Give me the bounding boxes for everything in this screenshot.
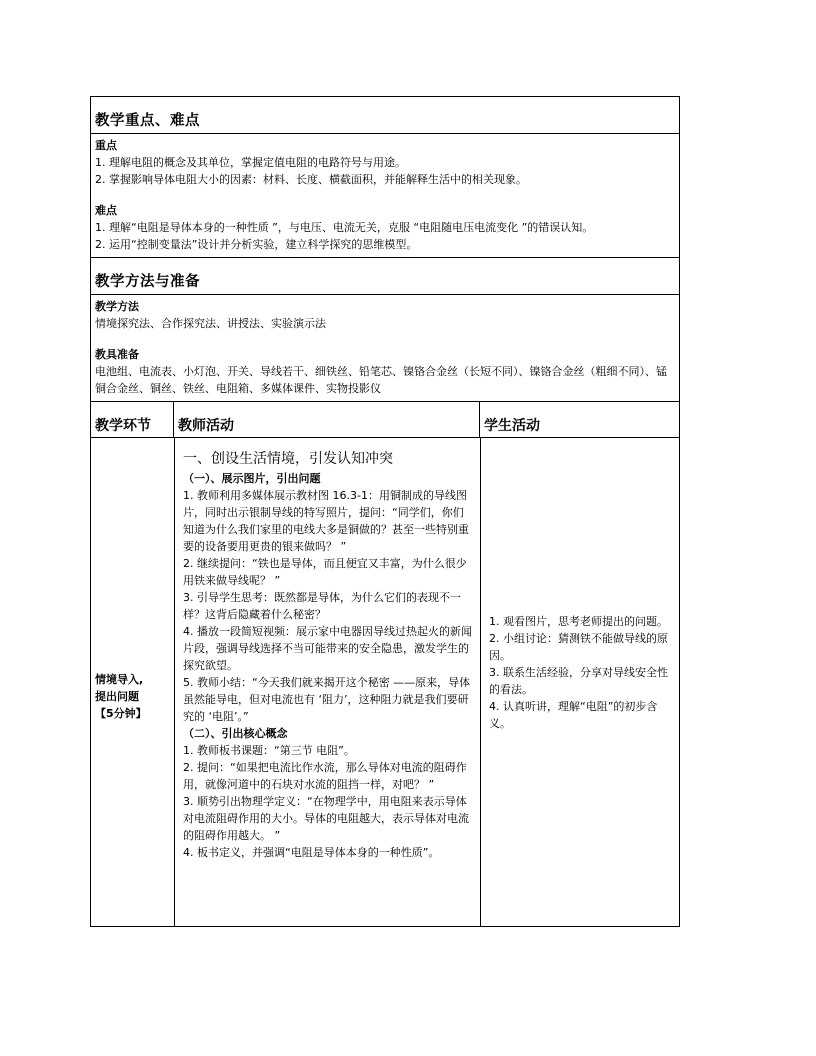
key-points-label: 重点	[95, 139, 117, 152]
lesson-plan-table	[90, 96, 680, 927]
stage-line: 提出问题	[95, 689, 139, 703]
student-step: 3. 联系生活经验，分享对导线安全性的看法。	[489, 666, 668, 696]
teacher-step: 3. 顺势引出物理学定义：“在物理学中，用电阻来表示导体对电流阻碍作用的大小。导体的电阻越大，表示导体对电流的阻碍作用越大。 ”	[183, 795, 469, 842]
student-step: 1. 观看图片，思考老师提出的问题。	[489, 615, 668, 628]
focus-section-title: 教学重点、难点	[91, 97, 679, 134]
methods-section-title: 教学方法与准备	[91, 258, 679, 295]
stage-cell	[91, 438, 175, 926]
teacher-step: 5. 教师小结：“今天我们就来揭开这个秘密 ——原来，导体虽然能导电，但对电流也有 ‘阻力’，这种阻力就是我们要研究的 ‘电阻’。”	[183, 676, 471, 723]
teacher-step: 1. 教师利用多媒体展示教材图 16.3-1：用铜制成的导线图片，同时出示银制导线的特写照片，提问：“同学们，你们知道为什么我们家里的电线大多是铜做的？甚至一些特别重要的设备要用更贵的银来做吗？ ”	[183, 489, 469, 553]
methods-section-body	[91, 295, 679, 402]
stage-line: 情境导入,	[95, 672, 144, 686]
student-step: 4. 认真听讲，理解“电阻”的初步含义。	[489, 700, 658, 730]
teacher-activity-heading: 一、创设生活情境，引发认知冲突	[183, 451, 393, 467]
teacher-step: 2. 继续提问：“铁也是导体，而且便宜又丰富，为什么很少用铁来做导线呢？ ”	[183, 557, 467, 587]
activity-table-header	[91, 402, 679, 438]
teaching-tools-text: 电池组、电流表、小灯泡、开关、导线若干、细铁丝、铅笔芯、镍铬合金丝（长短不同）、镍铬合金丝（粗细不同）、锰铜合金丝、铜丝、铁丝、电阻箱、多媒体课件、实物投影仪	[95, 365, 667, 395]
teacher-step: 4. 播放一段简短视频：展示家中电器因导线过热起火的新闻片段，强调导线选择不当可能带来的安全隐患，激发学生的探究欲望。	[183, 625, 472, 672]
teaching-method-label: 教学方法	[95, 300, 139, 313]
stage-duration: 【5分钟】	[95, 706, 147, 720]
key-point-item: 2. 掌握影响导体电阻大小的因素：材料、长度、横截面积，并能解释生活中的相关现象。	[95, 173, 527, 186]
teacher-part2-title: （二）、引出核心概念	[183, 727, 288, 740]
difficult-point-item: 2. 运用“控制变量法”设计并分析实验，建立科学探究的思维模型。	[95, 238, 418, 251]
teacher-activity-cell	[175, 438, 481, 926]
key-point-item: 1. 理解电阻的概念及其单位，掌握定值电阻的电路符号与用途。	[95, 156, 406, 169]
header-stage: 教学环节	[91, 402, 174, 437]
teacher-step: 1. 教师板书课题：“第三节 电阻”。	[183, 744, 355, 757]
difficult-points-label: 难点	[95, 204, 117, 217]
teacher-step: 4. 板书定义，并强调“电阻是导体本身的一种性质”。	[183, 846, 440, 859]
teaching-tools-label: 教具准备	[95, 348, 139, 361]
teaching-method-text: 情境探究法、合作探究法、讲授法、实验演示法	[95, 317, 326, 330]
student-step: 2. 小组讨论：猜测铁不能做导线的原因。	[489, 632, 668, 662]
teacher-part1-title: （一）、展示图片，引出问题	[183, 472, 321, 485]
header-student-activity: 学生活动	[484, 418, 540, 434]
lesson-plan-page	[90, 96, 680, 927]
activity-table-row	[91, 438, 679, 926]
focus-section-body	[91, 134, 679, 258]
stage-label	[91, 671, 151, 722]
student-activity-cell	[481, 438, 679, 926]
teacher-step: 3. 引导学生思考：既然都是导体，为什么它们的表现不一样？这背后隐藏着什么秘密？	[183, 591, 461, 621]
difficult-point-item: 1. 理解“电阻是导体本身的一种性质 ”，与电压、电流无关，克服 “电阻随电压电流变化 ”的错误认知。	[95, 221, 594, 234]
teacher-step: 2. 提问：“如果把电流比作水流，那么导体对电流的阻碍作用，就像河道中的石块对水流的阻挡一样，对吧？ ”	[183, 761, 467, 791]
header-teacher-activity: 教师活动	[174, 402, 480, 437]
